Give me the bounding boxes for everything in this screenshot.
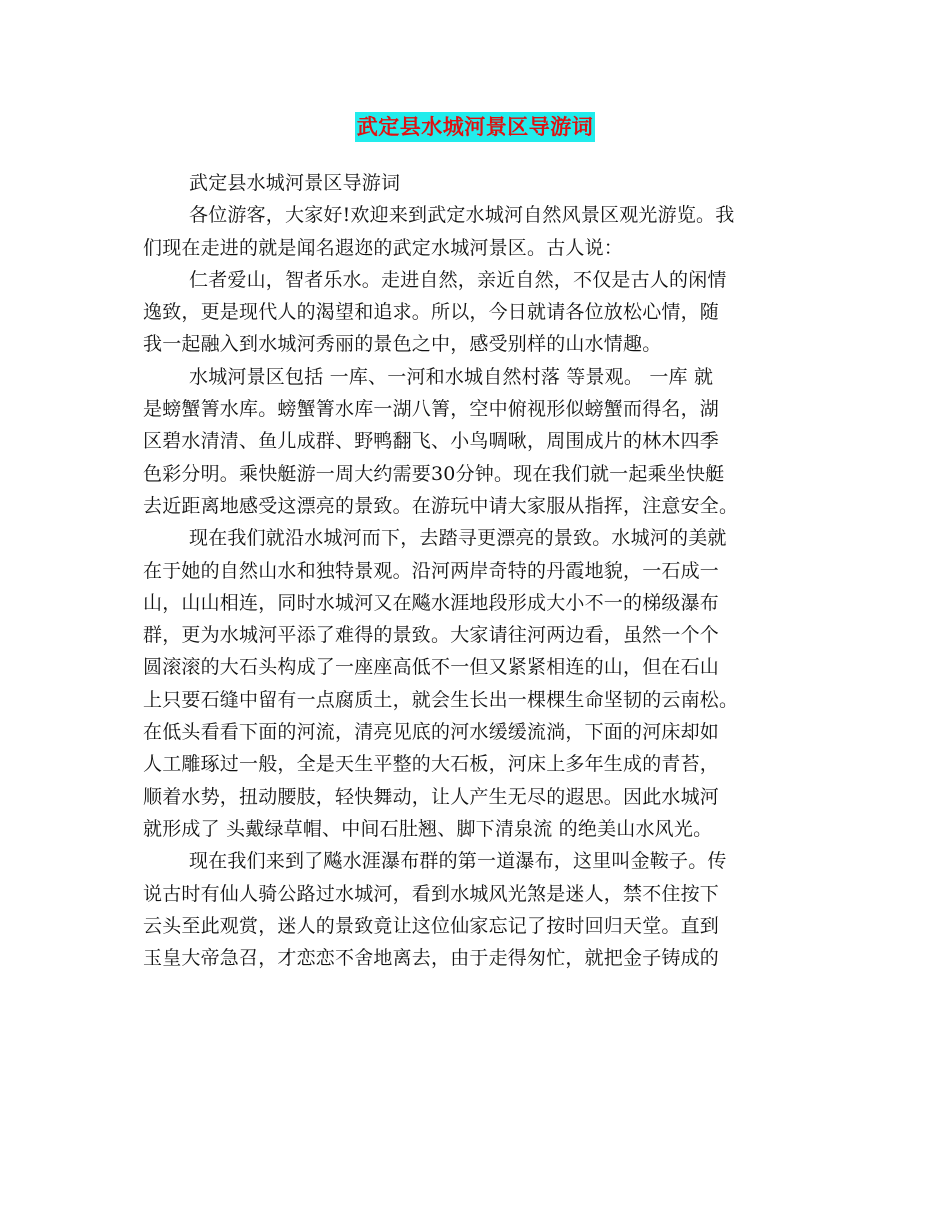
text-line: 们现在走进的就是闻名遐迩的武定水城河景区。古人说： [143, 236, 624, 259]
text-line: 仁者爱山，智者乐水。走进自然，亲近自然，不仅是古人的闲情 [189, 268, 727, 291]
text-line: 各位游客，大家好!欢迎来到武定水城河自然风景区观光游览。我 [189, 204, 735, 227]
text-line: 色彩分明。乘快艇游一周大约需要30分钟。现在我们就一起乘坐快艇 [143, 462, 725, 485]
title-container [0, 112, 950, 142]
text-line: 云头至此观赏，迷人的景致竟让这位仙家忘记了按时回归天堂。直到 [143, 914, 720, 937]
text-line: 山，山山相连，同时水城河又在飚水涯地段形成大小不一的梯级瀑布 [143, 591, 720, 614]
text-line: 群，更为水城河平添了难得的景致。大家请往河两边看，虽然一个个 [143, 624, 720, 647]
text-line: 在低头看看下面的河流，清亮见底的河水缓缓流淌，下面的河床却如 [143, 721, 720, 744]
text-line: 上只要石缝中留有一点腐质土，就会生长出一棵棵生命坚韧的云南松。 [143, 688, 739, 711]
text-line: 现在我们来到了飚水涯瀑布群的第一道瀑布，这里叫金鞍子。传 [189, 850, 727, 873]
text-line: 我一起融入到水城河秀丽的景色之中，感受别样的山水情趣。 [143, 333, 662, 356]
text-line: 区碧水清清、鱼儿成群、野鸭翻飞、小鸟啁啾，周围成片的林木四季 [143, 430, 720, 453]
document-body [143, 167, 808, 974]
text-line: 玉皇大帝急召，才恋恋不舍地离去，由于走得匆忙，就把金子铸成的 [143, 947, 720, 970]
text-line: 是螃蟹箐水库。螃蟹箐水库一湖八箐，空中俯视形似螃蟹而得名，湖 [143, 398, 720, 421]
document-title: 武定县水城河景区导游词 [355, 112, 596, 142]
text-line: 说古时有仙人骑公路过水城河，看到水城风光煞是迷人，禁不住按下 [143, 882, 720, 905]
text-line: 逸致，更是现代人的渴望和追求。所以，今日就请各位放松心情，随 [143, 301, 720, 324]
text-line: 顺着水势，扭动腰肢，轻快舞动，让人产生无尽的遐思。因此水城河 [143, 785, 720, 808]
text-line: 去近距离地感受这漂亮的景致。在游玩中请大家服从指挥，注意安全。 [143, 494, 739, 517]
text-line: 圆滚滚的大石头构成了一座座高低不一但又紧紧相连的山，但在石山 [143, 656, 720, 679]
text-line: 武定县水城河景区导游词 [189, 172, 401, 194]
text-line: 人工雕琢过一般，全是天生平整的大石板，河床上多年生成的青苔， [143, 753, 720, 776]
text-line: 在于她的自然山水和独特景观。沿河两岸奇特的丹霞地貌，一石成一 [143, 559, 720, 582]
text-line: 水城河景区包括 一库、一河和水城自然村落 等景观。 一库 就 [189, 365, 714, 388]
text-line: 就形成了 头戴绿草帽、中间石肚翘、脚下清泉流 的绝美山水风光。 [143, 817, 713, 840]
text-line: 现在我们就沿水城河而下，去踏寻更漂亮的景致。水城河的美就 [189, 527, 727, 550]
